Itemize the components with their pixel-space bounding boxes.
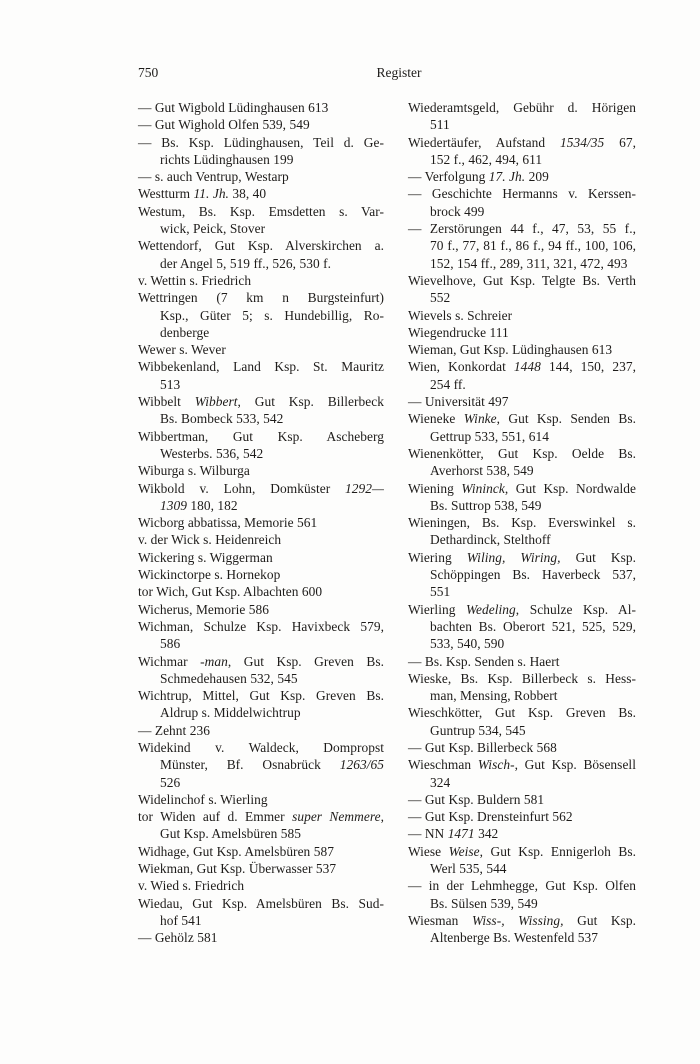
entry-line: 70 f., 77, 81 f., 86 f., 94 ff., 100, 106,: [430, 238, 636, 254]
entry-line: Münster, Bf. Osnabrück 1263/65: [160, 757, 384, 773]
index-entry: [408, 410, 636, 445]
entry-line: 513: [160, 376, 181, 392]
entry-line: Wicherus, Memorie 586: [138, 601, 270, 617]
index-entry: [408, 445, 636, 480]
entry-line: 152, 154 ff., 289, 311, 321, 472, 493: [430, 255, 628, 271]
index-entry: [408, 704, 636, 739]
index-entry: [408, 341, 636, 358]
entry-line: — Verfolgung 17. Jh. 209: [408, 169, 549, 185]
index-entry: [138, 808, 384, 843]
index-entry: [408, 393, 636, 410]
entry-line: richts Lüdinghausen 199: [160, 151, 294, 167]
index-entry: [138, 428, 384, 463]
entry-line: Wiegendrucke 111: [408, 324, 509, 340]
index-entry: [138, 653, 384, 688]
entry-line: Wewer s. Wever: [138, 342, 226, 358]
entry-line: tor Widen auf d. Emmer super Nemmere,: [138, 809, 385, 825]
index-column-left: [138, 99, 384, 947]
entry-line: Widelinchof s. Wierling: [138, 791, 268, 807]
index-entry: [408, 756, 636, 791]
index-entry: [138, 185, 384, 202]
index-entry: [138, 116, 384, 133]
index-entry: [408, 307, 636, 324]
entry-line: — Gut Ksp. Buldern 581: [408, 791, 545, 807]
index-entry: [138, 791, 384, 808]
entry-line: Westturm 11. Jh. 38, 40: [138, 186, 267, 202]
entry-line: Wiesman Wiss-, Wissing, Gut Ksp.: [408, 912, 637, 928]
entry-line: Westum, Bs. Ksp. Emsdetten s. Var-: [138, 203, 384, 219]
page-header: [138, 64, 636, 82]
entry-line: 152 f., 462, 494, 611: [430, 151, 543, 167]
entry-line: Wieman, Gut Ksp. Lüdinghausen 613: [408, 342, 613, 358]
entry-line: Wiederamtsgeld, Gebühr d. Hörigen: [408, 100, 636, 115]
index-entry: [138, 341, 384, 358]
entry-line: Wieschkötter, Gut Ksp. Greven Bs.: [408, 705, 636, 721]
entry-line: Wiering Wiling, Wiring, Gut Ksp.: [408, 549, 636, 565]
index-entry: [138, 566, 384, 583]
page-heading: Register: [376, 65, 422, 80]
entry-line: Wiening Wininck, Gut Ksp. Nordwalde: [408, 480, 636, 496]
entry-line: Dethardinck, Stelthoff: [430, 532, 551, 548]
entry-line: Wiese Weise, Gut Ksp. Ennigerloh Bs.: [408, 843, 636, 859]
index-entry: [138, 929, 384, 946]
index-entry: [408, 739, 636, 756]
index-entry: [408, 808, 636, 825]
entry-line: v. Wettin s. Friedrich: [138, 272, 252, 288]
entry-line: Gut Ksp. Amelsbüren 585: [160, 826, 301, 842]
entry-line: wick, Peick, Stover: [160, 221, 266, 237]
entry-line: 1309 180, 182: [160, 497, 238, 513]
entry-line: Ksp., Güter 5; s. Hundebillig, Ro-: [160, 307, 384, 323]
entry-line: der Angel 5, 519 ff., 526, 530 f.: [160, 255, 331, 271]
index-entry: [408, 272, 636, 307]
entry-line: Westerbs. 536, 542: [160, 445, 264, 461]
index-entry: [138, 462, 384, 479]
entry-line: Widekind v. Waldeck, Dompropst: [138, 739, 384, 755]
entry-line: Wiburga s. Wilburga: [138, 463, 250, 479]
index-entry: [138, 601, 384, 618]
entry-line: Wierling Wedeling, Schulze Ksp. Al-: [408, 601, 636, 617]
entry-line: Wiedertäufer, Aufstand 1534/35 67,: [408, 134, 636, 150]
index-entry: [408, 324, 636, 341]
entry-line: 511: [430, 117, 450, 133]
entry-line: 551: [430, 584, 451, 600]
index-entry: [408, 185, 636, 220]
entry-line: — Universität 497: [408, 394, 509, 410]
entry-line: 254 ff.: [430, 376, 466, 392]
entry-line: Bs. Sülsen 539, 549: [430, 895, 538, 911]
index-entry: [138, 739, 384, 791]
entry-line: Gettrup 533, 551, 614: [430, 428, 549, 444]
index-entry: [408, 670, 636, 705]
entry-line: — NN 1471 342: [408, 826, 499, 842]
index-columns: [138, 99, 636, 947]
index-entry: [138, 549, 384, 566]
entry-line: Wibbelt Wibbert, Gut Ksp. Billerbeck: [138, 394, 384, 410]
entry-line: — Gut Ksp. Billerbeck 568: [408, 739, 557, 755]
index-entry: [138, 843, 384, 860]
entry-line: Wieneke Winke, Gut Ksp. Senden Bs.: [408, 411, 636, 427]
entry-line: man, Mensing, Robbert: [430, 688, 558, 704]
index-entry: [138, 134, 384, 169]
entry-line: — Gehölz 581: [138, 930, 218, 946]
index-entry: [138, 618, 384, 653]
entry-line: Wieningen, Bs. Ksp. Everswinkel s.: [408, 515, 636, 531]
entry-line: brock 499: [430, 203, 485, 219]
index-column-right: [408, 99, 636, 947]
entry-line: — Zehnt 236: [138, 722, 210, 738]
index-entry: [408, 601, 636, 653]
index-entry: [408, 653, 636, 670]
index-entry: [138, 168, 384, 185]
entry-line: — Bs. Ksp. Senden s. Haert: [408, 653, 560, 669]
index-entry: [408, 168, 636, 185]
entry-line: Schöppingen Bs. Haverbeck 537,: [430, 567, 636, 583]
entry-line: 533, 540, 590: [430, 636, 505, 652]
entry-line: bachten Bs. Oberort 521, 525, 529,: [430, 618, 636, 634]
entry-line: Wichman, Schulze Ksp. Havixbeck 579,: [138, 618, 384, 634]
entry-line: Wienenkötter, Gut Ksp. Oelde Bs.: [408, 445, 636, 461]
page-number: 750: [138, 65, 159, 80]
entry-line: — s. auch Ventrup, Westarp: [138, 169, 289, 185]
entry-line: Wiedau, Gut Ksp. Amelsbüren Bs. Sud-: [138, 895, 384, 911]
entry-line: Wettendorf, Gut Ksp. Alverskirchen a.: [138, 238, 384, 254]
index-entry: [408, 549, 636, 601]
index-entry: [138, 895, 384, 930]
entry-line: Altenberge Bs. Westenfeld 537: [430, 930, 598, 946]
entry-line: Aldrup s. Middelwichtrup: [160, 705, 301, 721]
index-entry: [408, 99, 636, 134]
entry-line: Wibbekenland, Land Ksp. St. Mauritz: [138, 359, 384, 375]
index-entry: [408, 480, 636, 515]
entry-line: Wieske, Bs. Ksp. Billerbeck s. Hess-: [408, 670, 636, 686]
entry-line: Averhorst 538, 549: [430, 463, 534, 479]
index-entry: [408, 843, 636, 878]
entry-line: Wievelhove, Gut Ksp. Telgte Bs. Verth: [408, 272, 636, 288]
entry-line: Wieschman Wisch-, Gut Ksp. Bösensell: [408, 757, 636, 773]
index-entry: [408, 825, 636, 842]
entry-line: — Gut Wigbold Lüdinghausen 613: [138, 100, 329, 115]
index-entry: [138, 514, 384, 531]
entry-line: Werl 535, 544: [430, 861, 507, 877]
index-entry: [408, 514, 636, 549]
entry-line: 526: [160, 774, 181, 790]
entry-line: hof 541: [160, 912, 202, 928]
entry-line: v. der Wick s. Heidenreich: [138, 532, 282, 548]
entry-line: — in der Lehmhegge, Gut Ksp. Olfen: [408, 878, 636, 894]
index-entry: [408, 912, 636, 947]
entry-line: Wiekman, Gut Ksp. Überwasser 537: [138, 861, 337, 877]
entry-line: 552: [430, 290, 451, 306]
index-entry: [138, 237, 384, 272]
entry-line: Guntrup 534, 545: [430, 722, 526, 738]
index-entry: [138, 860, 384, 877]
index-entry: [138, 687, 384, 722]
index-entry: [138, 272, 384, 289]
entry-line: Widhage, Gut Ksp. Amelsbüren 587: [138, 843, 334, 859]
entry-line: Wickinctorpe s. Hornekop: [138, 567, 281, 583]
entry-line: — Zerstörungen 44 f., 47, 53, 55 f.,: [408, 221, 636, 237]
entry-line: 586: [160, 636, 181, 652]
entry-line: Wien, Konkordat 1448 144, 150, 237,: [408, 359, 637, 375]
entry-line: — Geschichte Hermanns v. Kerssen-: [408, 186, 636, 202]
entry-line: Bs. Bombeck 533, 542: [160, 411, 284, 427]
entry-line: — Gut Ksp. Drensteinfurt 562: [408, 809, 573, 825]
entry-line: Wikbold v. Lohn, Domküster 1292—: [138, 480, 384, 496]
index-entry: [138, 583, 384, 600]
index-entry: [408, 134, 636, 169]
entry-line: denberge: [160, 324, 210, 340]
index-entry: [138, 358, 384, 393]
entry-line: — Gut Wighold Olfen 539, 549: [138, 117, 310, 133]
index-entry: [138, 393, 384, 428]
entry-line: Wichtrup, Mittel, Gut Ksp. Greven Bs.: [138, 688, 384, 704]
index-entry: [138, 99, 384, 116]
entry-line: — Bs. Ksp. Lüdinghausen, Teil d. Ge-: [138, 134, 384, 150]
index-entry: [408, 358, 636, 393]
entry-line: Wievels s. Schreier: [408, 307, 513, 323]
index-entry: [138, 877, 384, 894]
entry-line: Wicborg abbatissa, Memorie 561: [138, 515, 318, 531]
entry-line: Bs. Suttrop 538, 549: [430, 497, 542, 513]
index-entry: [138, 203, 384, 238]
entry-line: Wickering s. Wiggerman: [138, 549, 273, 565]
entry-line: tor Wich, Gut Ksp. Albachten 600: [138, 584, 323, 600]
index-entry: [138, 531, 384, 548]
index-entry: [138, 289, 384, 341]
index-entry: [408, 220, 636, 272]
entry-line: 324: [430, 774, 451, 790]
entry-line: Wettringen (7 km n Burgsteinfurt): [138, 290, 384, 306]
entry-line: Schmedehausen 532, 545: [160, 670, 298, 686]
entry-line: Wichmar -man, Gut Ksp. Greven Bs.: [138, 653, 384, 669]
index-entry: [138, 722, 384, 739]
entry-line: Wibbertman, Gut Ksp. Ascheberg: [138, 428, 384, 444]
index-entry: [408, 791, 636, 808]
index-entry: [138, 480, 384, 515]
entry-line: v. Wied s. Friedrich: [138, 878, 245, 894]
index-entry: [408, 877, 636, 912]
